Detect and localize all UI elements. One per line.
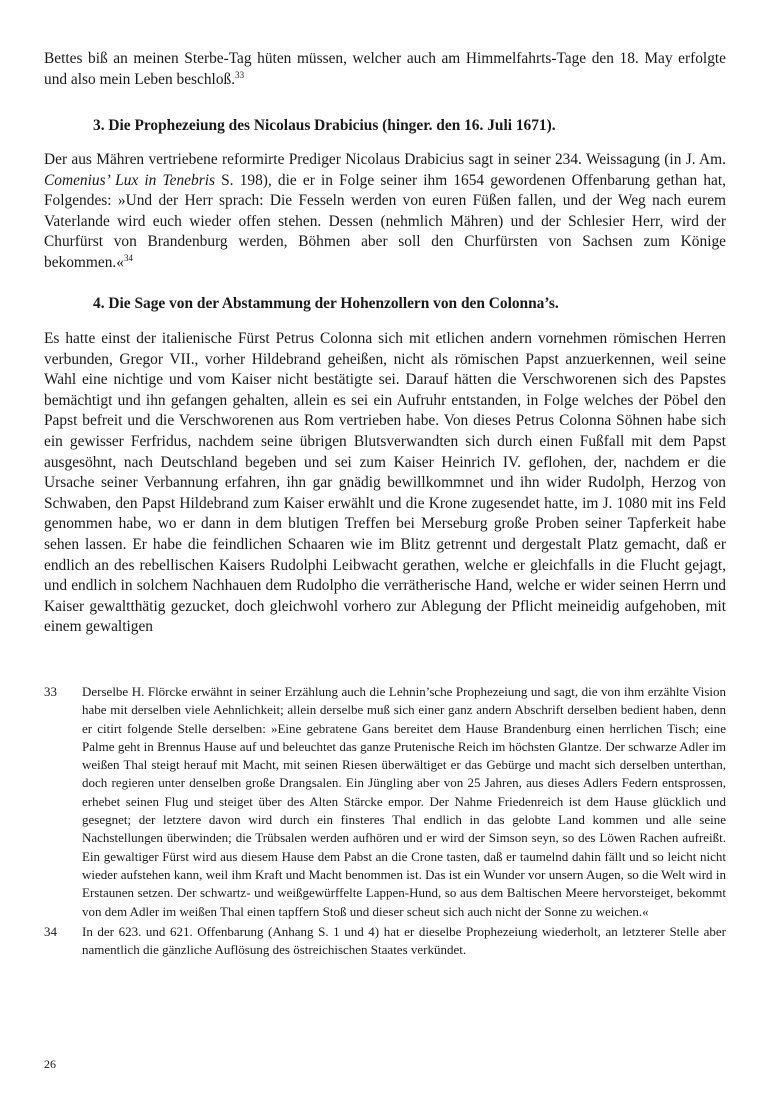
footnote-34 [44,923,726,960]
section-3-heading: 3. Die Prophezeiung des Nicolaus Drabicius (hinger. den 16. Juli 1671). [93,117,556,134]
footnote-ref-34[interactable]: 34 [123,252,133,263]
footnote-number: 33 [44,684,57,699]
section-4-paragraph: Es hatte einst der italienische Fürst Petrus Colonna sich mit etlichen andern vornehmen römischen Herren verbunden, Gregor VII., vorher Hildebrand geheißen, nicht als römischen Papst anzuerkennen, weil seine Wahl eine nichtige und vom Kaiser nicht bestätigte sei. Darauf hätten die Verschworenen sich des Papstes bemächtigt und ihn gefangen gehalten, allein es sei ein Aufruhr entstanden, in Folge welches der Pöbel den Papst befreit und die Verschworenen aus Rom vertrieben habe. Von dieses Petrus Colonna Söhnen habe sich ein gewisser Ferfridus, nachdem seine übrigen Blutsverwandten sich durch einen Fußfall mit dem Papst ausgesöhnt, nach Deutschland begeben und sei zum Kaiser Heinrich IV. geflohen, der, nachdem er die Ursache seiner Verbannung erfahren, ihn gar gnädig bewillkommnet und ihn wider Rudolph, Herzog von Schwaben, den Papst Hildebrand zum Kaiser erwählt und die Krone zugesendet hatte, im J. 1080 mit ins Feld genommen habe, wo er dann in dem blutigen Treffen bei Merseburg große Proben seiner Tapferkeit habe sehen lassen. Er habe die feindlichen Schaaren wie im Blitz getrennt und dergestalt Platz gemacht, daß er endlich an des rebellischen Kaisers Rudolphi Leibwacht gerathen, welche er gleichfalls in die Flucht gejagt, und endlich in solchem Nachhauen dem Rudolpho die verrätherische Hand, welche er wider seinen Herrn und Kaiser gewaltthätig gezucket, doch gleichwohl vorhero zur Ablegung der Pflicht meineidig aufgehoben, mit einem gewaltigen [44,330,726,636]
section-3-text-part-2: S. 198), die er in Folge seiner ihm 1654 gewordenen Offenbarung gethan hat, Folgendes: »Und der Herr sprach: Die Fesseln werden von euren Füßen fallen, und der Weg nach eurem Vaterlande wird euch wieder offen stehen. Dessen (nehmlich Mähren) und der Schlesier Herr, wird der Churfürst von Brandenburg werden, Böhmen aber soll den Churfürsten von Sachsen zum Könige bekommen.« [44,171,726,271]
footnote-ref-33[interactable]: 33 [235,69,245,80]
page-number: 26 [44,1057,56,1071]
footnote-number: 34 [44,923,57,939]
section-3-book-title: Comenius’ Lux in Tenebris [44,171,215,189]
footnote-text: In der 623. und 621. Offenbarung (Anhang S. 1 und 4) hat er dieselbe Prophezeiung wiederholt, an letzterer Stelle aber namentlich die gänzliche Auflösung des östreichischen Staates verkündet. [82,923,726,958]
intro-text: Bettes biß an meinen Sterbe-Tag hüten müssen, welcher auch am Himmelfahrts-Tage den 18. May erfolgte und also mein Leben beschloß. [44,50,726,88]
footnote-text: Derselbe H. Flörcke erwähnt in seiner Erzählung auch die Lehnin’sche Prophezeiung und sagt, die von ihm erzählte Vision habe mit derselben viele Aehnlichkeit; allein derselbe muß sich einer ganz andern Abschrift derselben bedient haben, denn er citirt folgende Stelle derselben: »Eine gebratene Gans bereitet dem Hause Brandenburg einen herrlichen Tisch; eine Palme geht in Brennus Hause auf und beleuchtet das ganze Prutenische Reich im höchsten Glantze. Der schwarze Adler im weißen Thal steigt herauf mit Macht, mit seinen Riesen überwältiget er das Gebürge und macht sich derselben unterthan, doch regieren unter denselben große Drangsalen. Ein Jüngling aber von 25 Jahren, aus dieses Adlers Federn entsprossen, erhebet seinen Flug und steiget über des Alten Stärcke empor. Der Nahme Friedenreich ist dem Hause glücklich und gesegnet; der letztere davon wird durch ein finsteres Thal endlich in das gelobte Land kommen und alle seine Nachstellungen überwinden; die Trübsalen werden aufhören und er wird der Simson seyn, so des Löwen Rachen aufreißt. Ein gewaltiger Fürst wird aus diesem Hause dem Pabst an die Crone tasten, daß er taumelnd dahin fällt und so leicht nicht wieder aufstehen kann, weil ihm Kraft und Macht benommen ist. Das ist ein Wunder vor unsern Augen, so die Welt wird in Erstaunen setzen. Der schwartz- und weißgewürffelte Lappen-Hund, so aus dem Baltischen Meere hervorsteiget, bekommt von dem Adler im weißen Thal einen tapffern Stoß und dieser scheut sich auch nicht der Sonne zu weichen.« [82,684,726,919]
section-4-heading: 4. Die Sage von der Abstammung der Hohenzollern von den Colonna’s. [93,295,559,312]
footnote-33 [44,683,726,921]
section-3-paragraph [44,150,726,274]
section-3-text-part-1: Der aus Mähren vertriebene reformirte Prediger Nicolaus Drabicius sagt in seiner 234. Weissagung (in J. Am. [44,151,726,168]
intro-paragraph [44,49,726,90]
footnotes [44,683,726,959]
